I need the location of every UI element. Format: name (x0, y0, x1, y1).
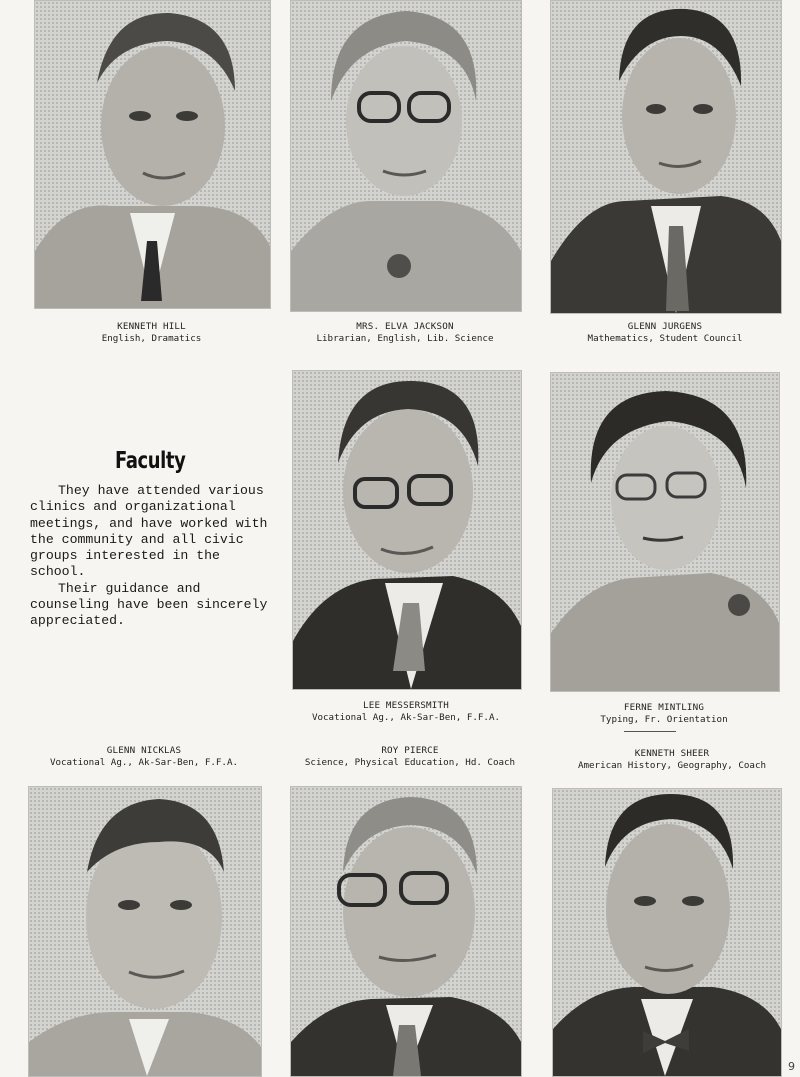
portrait-lee-messersmith (292, 370, 522, 690)
faculty-role: Vocational Ag., Ak-Sar-Ben, F.F.A. (311, 712, 501, 723)
faculty-role: American History, Geography, Coach (577, 760, 767, 771)
faculty-role: Mathematics, Student Council (587, 333, 743, 344)
caption-kenneth-sheer (552, 748, 792, 772)
faculty-role: Librarian, English, Lib. Science (316, 333, 494, 344)
faculty-name: GLENN JURGENS (627, 321, 703, 332)
faculty-role: Typing, Fr. Orientation (600, 714, 728, 725)
faculty-name: LEE MESSERSMITH (363, 700, 449, 711)
faculty-name: MRS. ELVA JACKSON (356, 321, 454, 332)
section-title: Faculty (115, 448, 186, 474)
portrait-glenn-nicklas (28, 786, 262, 1077)
faculty-name: ROY PIERCE (381, 745, 439, 756)
faculty-name: GLENN NICKLAS (106, 745, 182, 756)
caption-elva-jackson (290, 321, 520, 345)
portrait-ferne-mintling (550, 372, 780, 692)
divider-line (624, 731, 676, 732)
caption-ferne-mintling (550, 702, 778, 726)
blurb-paragraph: They have attended various clinics and organizational meetings, and have worked with the community and all civic groups interested in the school. (30, 483, 268, 580)
section-blurb (30, 483, 280, 630)
faculty-name: FERNE MINTLING (623, 702, 705, 713)
portrait-elva-jackson (290, 0, 522, 312)
faculty-name: KENNETH SHEER (634, 748, 710, 759)
portrait-kenneth-hill (34, 0, 271, 309)
caption-roy-pierce (290, 745, 530, 769)
portrait-kenneth-sheer (552, 788, 782, 1077)
caption-kenneth-hill (34, 321, 269, 345)
caption-glenn-nicklas (28, 745, 260, 769)
portrait-roy-pierce (290, 786, 522, 1077)
portrait-glenn-jurgens (550, 0, 782, 314)
blurb-paragraph: Their guidance and counseling have been sincerely appreciated. (30, 580, 268, 629)
faculty-role: English, Dramatics (101, 333, 202, 344)
faculty-role: Science, Physical Education, Hd. Coach (304, 757, 516, 768)
faculty-role: Vocational Ag., Ak-Sar-Ben, F.F.A. (49, 757, 239, 768)
caption-glenn-jurgens (550, 321, 780, 345)
faculty-name: KENNETH HILL (117, 321, 186, 332)
caption-lee-messersmith (292, 700, 520, 724)
page-number: 9 (788, 1060, 795, 1073)
